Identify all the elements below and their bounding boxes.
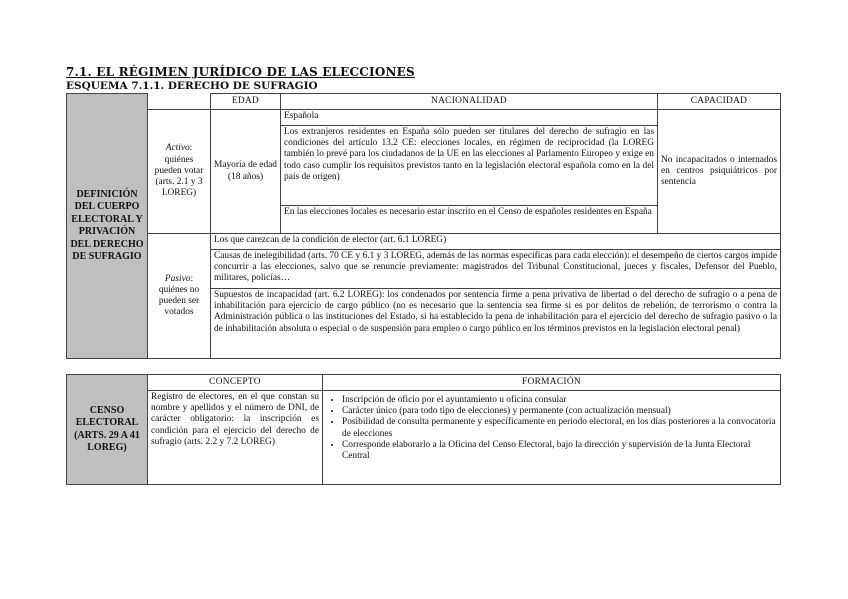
pasivo-label-rest: : quiénes no pueden ser votados [158, 273, 200, 318]
section-title: 7.1. EL RÉGIMEN JURÍDICO DE LAS ELECCIONES [66, 65, 415, 79]
header-edad: EDAD [211, 94, 281, 110]
formacion-item: • Posibilidad de consulta permanente y específicamente en periodo electoral, en los días posteriores a la convocatoria de elecciones [342, 417, 777, 439]
definicion-section-label: DEFINICIÓN DEL CUERPO ELECTORAL Y PRIVACIÓN DEL DERECHO DE SUFRAGIO [67, 94, 148, 359]
pasivo-inelegibilidad: Causas de inelegibilidad (arts. 70 CE y 6.1 y 3 LOREG, además de las normas específicas para cada elección): el desempeño de ciertos cargos impide concurrir a las elecciones, salvo que se renuncie previamente: magistrados del Tribunal Constitucional, jueces y fiscales, Defensor del Pueblo, militares, policías… [211, 250, 781, 289]
censo-concepto: Registro de electores, en el que constan su nombre y apellidos y el número de DNI, de carácter obligatorio: la inscripción es condición para el ejercicio del derecho de sufragio (arts. 2.2 y 7.2 LOREG) [148, 391, 323, 485]
header-blank-cell [148, 94, 211, 110]
activo-capacidad: No incapacitados o internados en centros psiquiátricos por sentencia [658, 110, 781, 234]
activo-edad: Mayoría de edad (18 años) [211, 110, 281, 234]
censo-section-label: CENSO ELECTORAL (ARTS. 29 A 41 LOREG) [67, 375, 148, 485]
censo-formacion [323, 391, 781, 485]
formacion-item: • Inscripción de oficio por el ayuntamiento u oficina consular [342, 395, 777, 406]
nacionalidad-extranjeros: Los extranjeros residentes en España sólo pueden ser titulares del derecho de sufragio en las condiciones del artículo 13.2 CE: elecciones locales, en régimen de reciprocidad (la LOREG también lo prevé para los ciudadanos de la UE en las elecciones al Parlamento Europeo y exige en todo caso cumplir los requisitos previstos tanto en la legislación electoral española como en la del país de origen) [281, 126, 658, 206]
header-nacionalidad: NACIONALIDAD [281, 94, 658, 110]
nacionalidad-espanola: Española [281, 110, 658, 126]
formacion-item: • Carácter único (para todo tipo de elecciones) y permanente (con actualización mensual) [342, 406, 777, 417]
header-capacidad: CAPACIDAD [658, 94, 781, 110]
header-concepto: CONCEPTO [148, 375, 323, 391]
scheme-subtitle: ESQUEMA 7.1.1. DERECHO DE SUFRAGIO [66, 80, 318, 92]
pasivo-incapacidad: Supuestos de incapacidad (art. 6.2 LOREG): los condenados por sentencia firme a pena privativa de libertad o del derecho de sufragio o a pena de inhabilitación para ejercicio de cargo público (no es necesario que la sentencia sea firme si es por delitos de rebelión, de terrorismo o contra la Administración pública o las instituciones del Estado, si ha establecido la pena de inhabilitación para el ejercicio del derecho de sufragio pasivo o la de inhabilitación absoluta o especial o de suspensión para empleo o cargo público en los términos previstos en la legislación electoral penal) [211, 289, 781, 359]
formacion-list [326, 395, 777, 462]
censo-table [66, 374, 781, 485]
activo-label-rest: : quiénes pueden votar (arts. 2.1 y 3 LOREG) [154, 143, 204, 199]
formacion-item: • Corresponde elaborarlo a la Oficina del Censo Electoral, bajo la dirección y supervisión de la Junta Electoral Central [342, 440, 777, 462]
activo-label-italic: Activo [165, 143, 190, 154]
activo-label [148, 110, 211, 234]
pasivo-label [148, 234, 211, 359]
sufragio-table [66, 93, 781, 359]
pasivo-label-italic: Pasivo [164, 273, 191, 284]
nacionalidad-censo-local: En las elecciones locales es necesario estar inscrito en el Censo de españoles residentes en España [281, 206, 658, 234]
header-formacion: FORMACIÓN [323, 375, 781, 391]
pasivo-condicion-elector: Los que carezcan de la condición de elector (art. 6.1 LOREG) [211, 234, 781, 250]
